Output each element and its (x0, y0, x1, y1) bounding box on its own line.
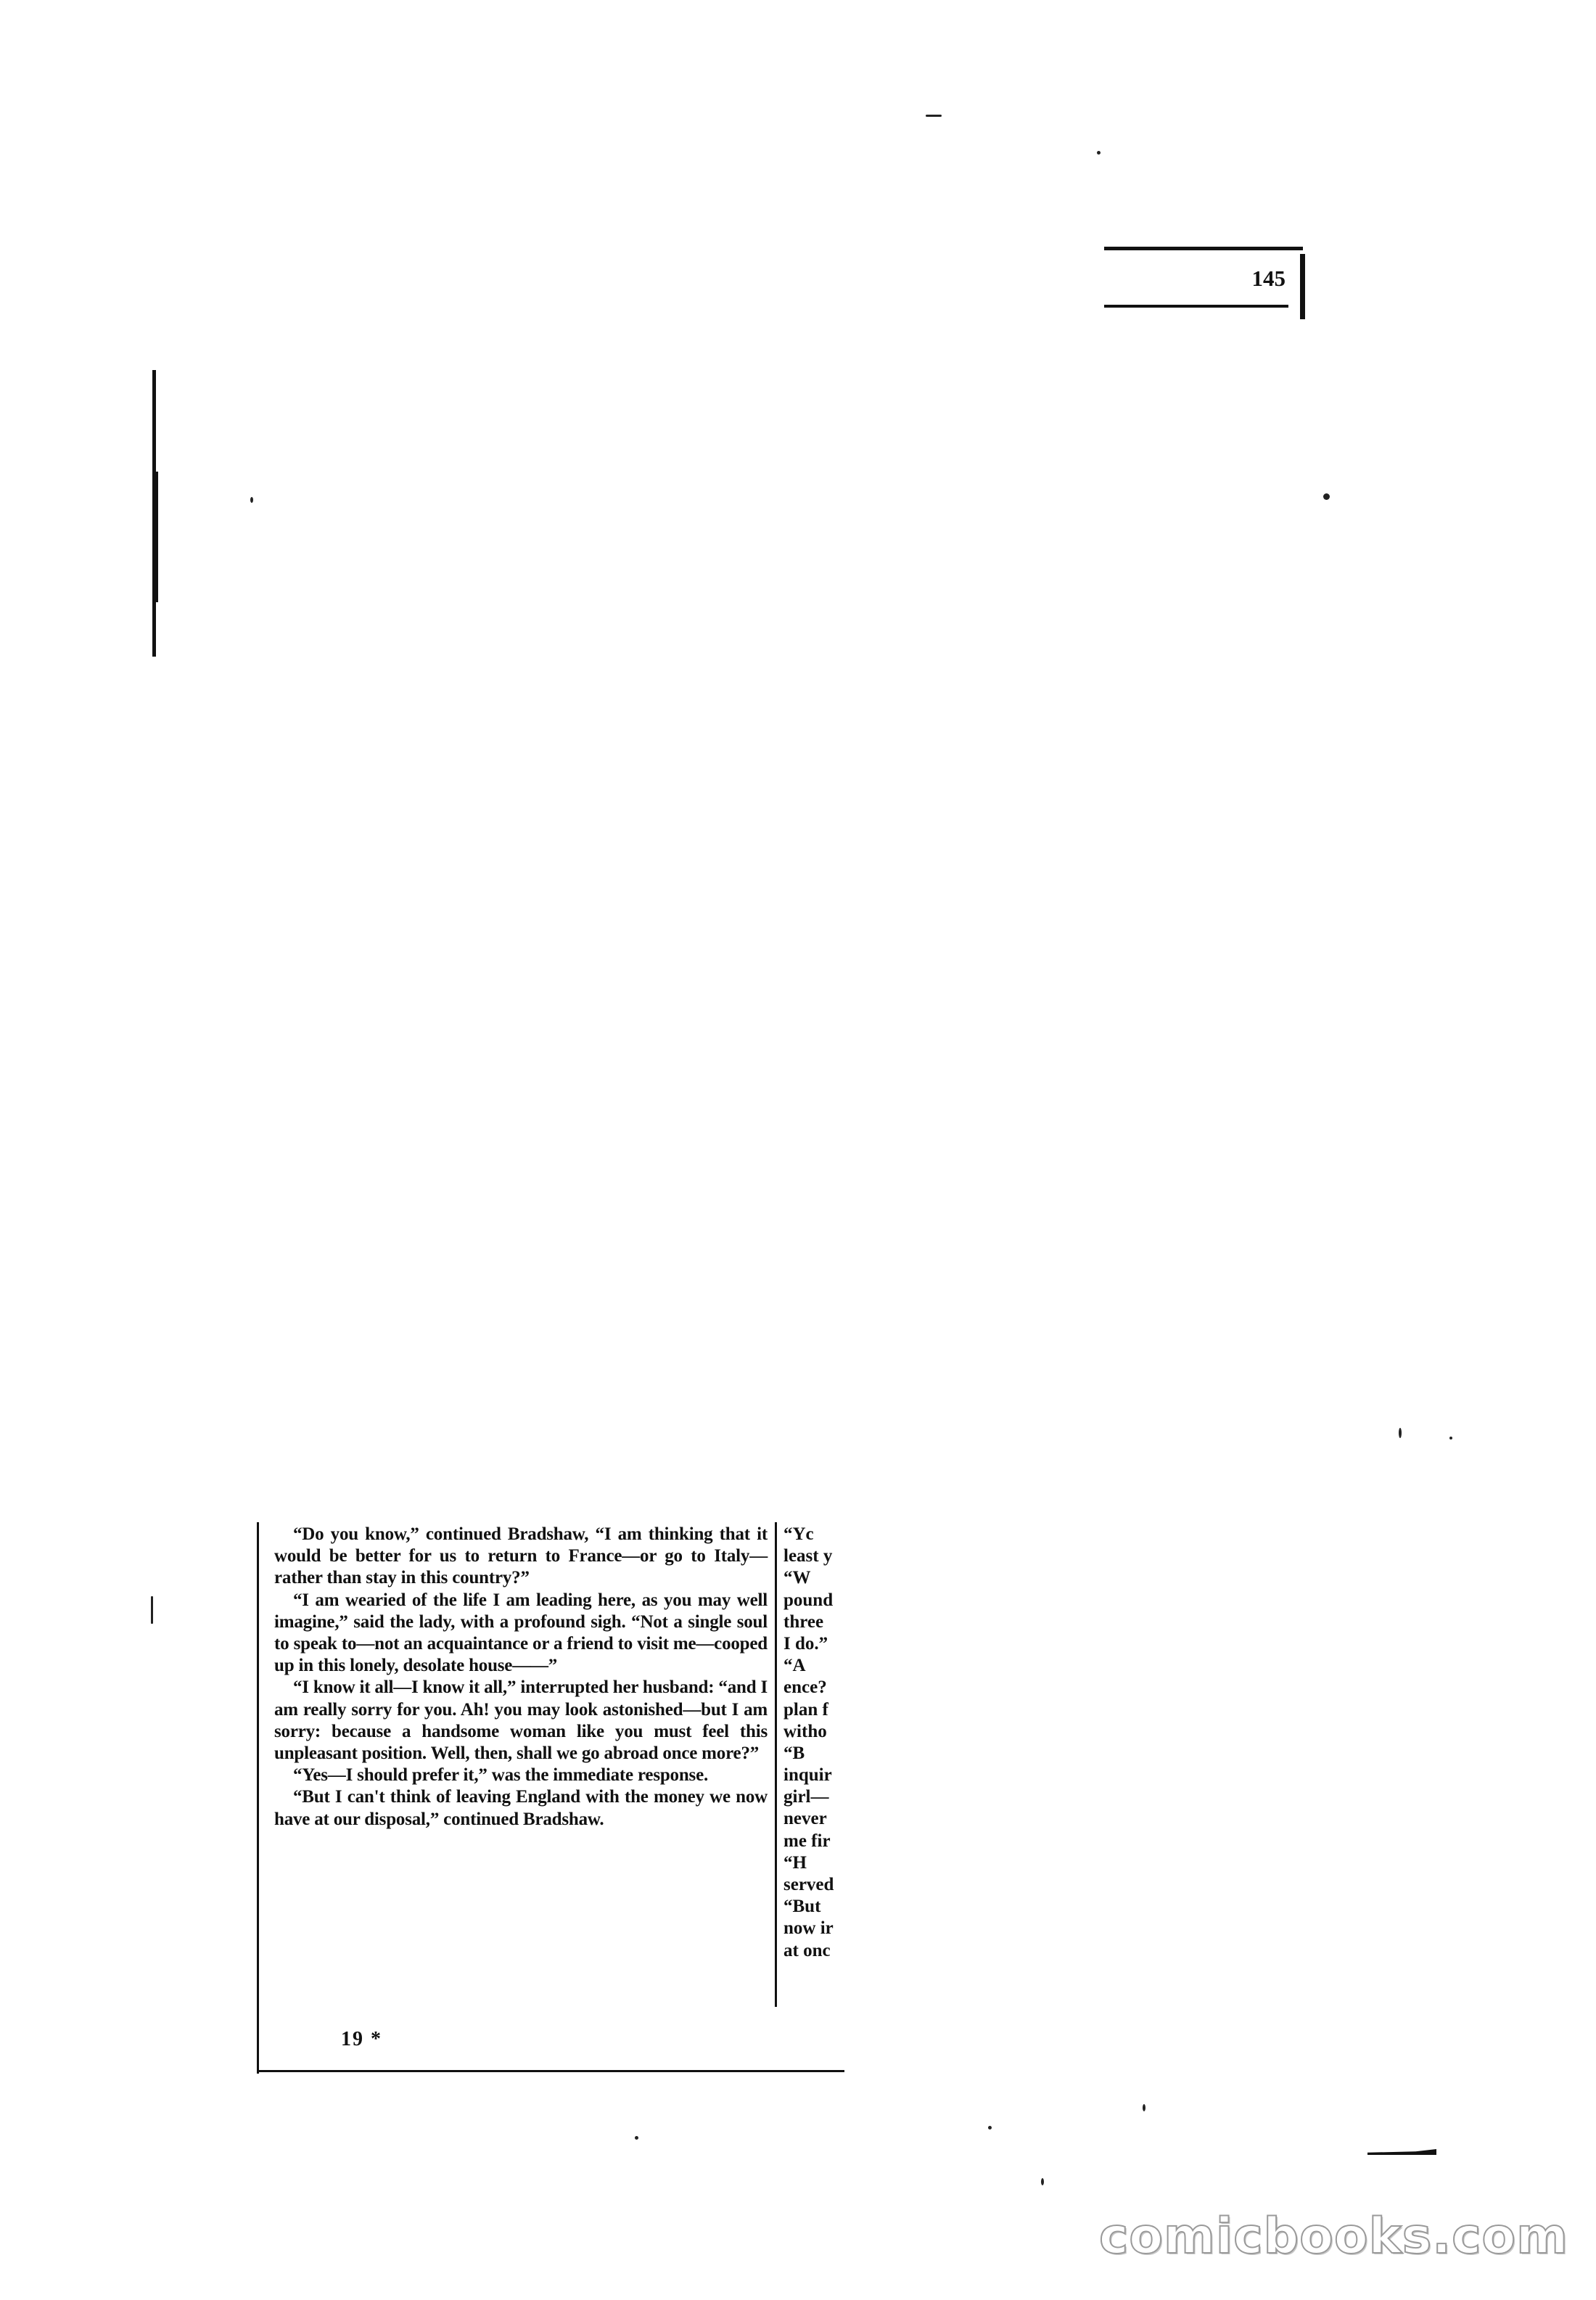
fragment-line: least y (783, 1546, 833, 1566)
main-text-column (274, 1524, 768, 1831)
fragment-line: served (783, 1875, 834, 1894)
speck (635, 2136, 638, 2140)
fragment-line: “But (783, 1897, 821, 1917)
fragment-line: “A (783, 1656, 806, 1676)
clipping-left-rule (257, 1522, 259, 2074)
paragraph: “Yes—I should prefer it,” was the immediate response. (293, 1765, 709, 1786)
bottom-scan-mark (1367, 2149, 1436, 2155)
fragment-line: three (783, 1611, 824, 1632)
fragment-line: witho (783, 1721, 827, 1741)
paragraph: “Do you know,” continued Bradshaw, “I am thinking that it would be better for us to return to France—or go to Italy—rather than stay in this country?” (274, 1524, 768, 1588)
page-number-rule-top (1104, 247, 1303, 250)
fragment-line: plan f (783, 1699, 828, 1720)
paragraph: “I know it all—I know it all,” interrupted her husband: “and I am really sorry for you. Ah! you may look astonished—but I am sorry: because a handsome woman like you must feel this unpleasant position. Well, then, shall we go abroad once more?” (274, 1677, 768, 1764)
fragment-line: “H (783, 1852, 807, 1873)
speck (250, 497, 253, 503)
fragment-line: at onc (783, 1940, 831, 1960)
speck (926, 115, 942, 117)
page-number: 145 (1251, 266, 1286, 291)
page-number-rule-vertical (1300, 254, 1305, 319)
fragment-line: inquir (783, 1765, 832, 1786)
fragment-line: ence? (783, 1677, 827, 1698)
speck (1449, 1437, 1452, 1439)
fragment-line: never (783, 1809, 827, 1829)
fragment-line: now ir (783, 1918, 834, 1939)
fragment-line: pound (783, 1590, 834, 1610)
speck (1097, 151, 1101, 155)
fragment-line: “B (783, 1743, 805, 1763)
fragment-line: “Yc (783, 1524, 814, 1544)
speck (1399, 1428, 1402, 1438)
speck (1323, 493, 1330, 500)
speck (151, 1596, 153, 1624)
paragraph: “But I can't think of leaving England with the money we now have at our disposal,” continued Bradshaw. (274, 1787, 768, 1829)
fragment-line: “W (783, 1568, 811, 1588)
fragment-line: girl— (783, 1787, 829, 1807)
speck (1143, 2104, 1145, 2111)
watermark: comicbooks.com (1098, 2208, 1568, 2265)
fragment-line: I do.” (783, 1633, 828, 1654)
speck (988, 2126, 992, 2129)
speck (1041, 2178, 1044, 2185)
clipping-column-rule (775, 1522, 777, 2007)
right-column-fragments (783, 1524, 844, 1962)
paragraph: “I am wearied of the life I am leading here, as you may well imagine,” said the lady, with a profound sigh. “Not a single soul to speak to—not an acquaintance or a friend to visit me—cooped up in this lonely, desolate house——” (274, 1590, 768, 1676)
clipping-bottom-rule (258, 2070, 844, 2072)
page-number-rule-bottom (1104, 305, 1288, 308)
fragment-line: me fir (783, 1831, 831, 1851)
margin-scan-mark-thick (152, 472, 158, 602)
signature-mark: 19 * (341, 2028, 382, 2050)
